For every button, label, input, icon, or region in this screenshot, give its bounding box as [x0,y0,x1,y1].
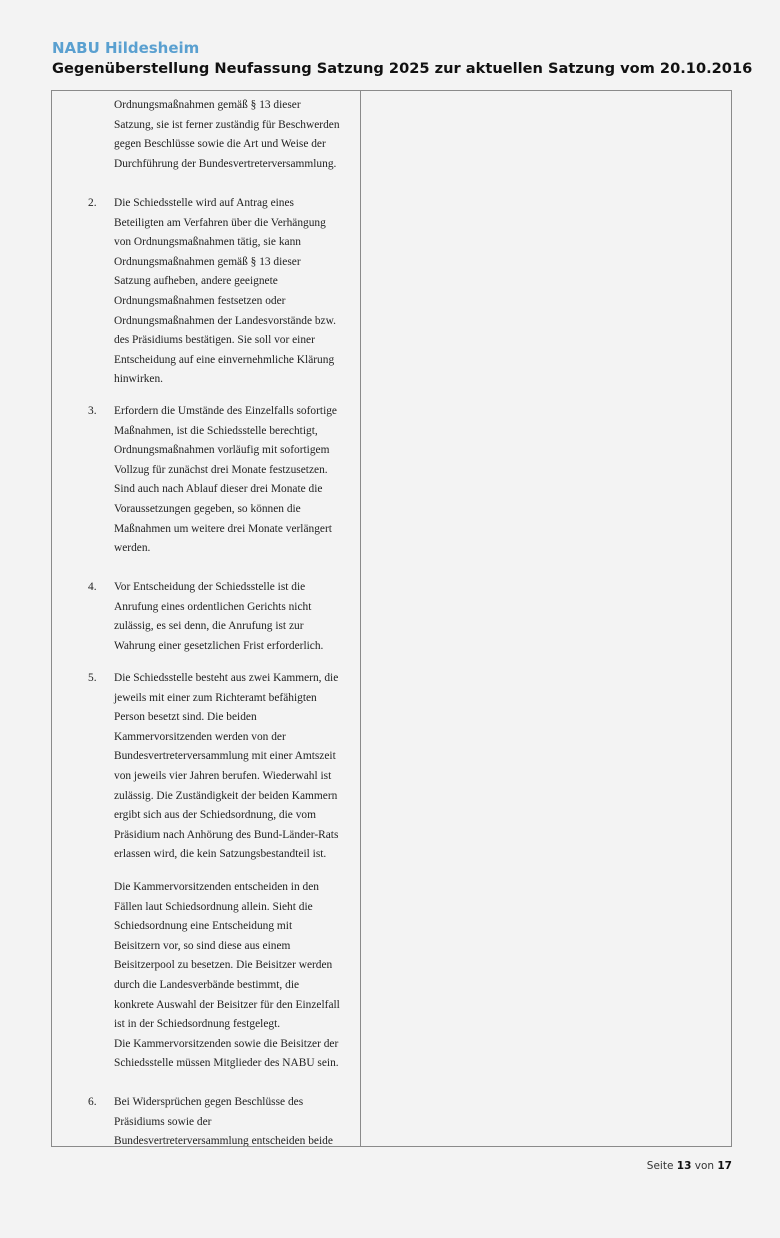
text-line: durch die Landesverbände bestimmt, die [114,978,300,991]
text-line: Voraussetzungen gegeben, so können die [114,502,301,515]
text-line: Fällen laut Schiedsordnung allein. Sieht die [114,900,313,913]
current-page: 13 [676,1160,692,1172]
right-column-current-statute [361,91,731,1146]
text-line: Bei Widersprüchen gegen Beschlüsse des [114,1096,304,1108]
text-line: Schiedsstelle müssen Mitglieder des NABU sein. [114,1057,339,1070]
text-line: hinwirken. [114,373,164,386]
text-line: Präsidiums sowie der [114,1115,212,1128]
text-line: von Ordnungsmaßnahmen tätig, sie kann [114,236,301,249]
paragraph-number: 3. [88,405,97,417]
organization-name: NABU Hildesheim [52,39,200,57]
text-line: Beteiligten am Verfahren über die Verhängung [114,216,326,229]
text-line: Satzung, sie ist ferner zuständig für Beschwerden [114,118,340,131]
text-line: Ordnungsmaßnahmen gemäß § 13 dieser [114,99,301,111]
text-line: zulässig, es sei denn, die Anrufung ist zur [114,620,304,633]
text-line: jeweils mit einer zum Richteramt befähigten [114,691,317,704]
text-line: Bundesvertreterversammlung entscheiden beide [114,1135,333,1147]
paragraph-number: 2. [88,197,97,209]
text-line: Satzung aufheben, andere geeignete [114,275,278,288]
text-line: zulässig. Die Zuständigkeit der beiden Kammern [114,789,338,802]
document-title: Gegenüberstellung Neufassung Satzung 2025 zur aktuellen Satzung vom 20.10.2016 [52,60,753,77]
paragraph-number: 4. [88,581,97,593]
text-line: werden. [114,542,151,555]
text-line: Bundesvertreterversammlung mit einer Amtszeit [114,750,336,763]
text-line: Kammervorsitzenden werden von der [114,730,286,743]
text-line: Beisitzern vor, so sind diese aus einem [114,939,291,952]
text-line: Durchführung der Bundesvertreterversammlung. [114,157,337,170]
text-line: Vor Entscheidung der Schiedsstelle ist die [114,581,306,593]
paragraph-number: 5. [88,672,97,684]
text-line: Die Schiedsstelle wird auf Antrag eines [114,197,294,209]
text-line: ergibt sich aus der Schiedsordnung, die vom [114,809,316,822]
page-of-label: von [694,1160,715,1172]
text-line: Maßnahmen um weitere drei Monate verlängert [114,522,332,535]
text-line: Anrufung eines ordentlichen Gerichts nicht [114,600,312,613]
page-label: Seite [646,1160,674,1172]
text-line: konkrete Auswahl der Beisitzer für den Einzelfall [114,998,340,1011]
text-line: Die Kammervorsitzenden entscheiden in den [114,881,319,893]
page-header [52,38,752,79]
text-line: Beisitzerpool zu besetzen. Die Beisitzer werden [114,959,333,972]
text-line: Ordnungsmaßnahmen der Landesvorstände bzw. [114,314,336,327]
text-line: Maßnahmen, ist die Schiedsstelle berechtigt, [114,424,318,437]
text-line: Ordnungsmaßnahmen gemäß § 13 dieser [114,255,301,268]
comparison-table [51,90,732,1147]
text-line: von jeweils vier Jahren berufen. Wiederwahl ist [114,769,332,782]
text-line: Präsidium nach Anhörung des Bund-Länder-Rats [114,828,339,841]
text-line: gegen Beschlüsse sowie die Art und Weise der [114,138,326,151]
text-line: Die Kammervorsitzenden sowie die Beisitzer der [114,1037,339,1050]
text-line: Sind auch nach Ablauf dieser drei Monate die [114,483,323,496]
text-line: Entscheidung auf eine einvernehmliche Klärung [114,353,335,366]
text-line: Die Schiedsstelle besteht aus zwei Kammern, die [114,672,339,684]
text-line: Person besetzt sind. Die beiden [114,711,257,724]
text-line: Ordnungsmaßnahmen festsetzen oder [114,294,286,307]
text-line: Wahrung einer gesetzlichen Frist erforderlich. [114,639,324,652]
text-line: Erfordern die Umstände des Einzelfalls sofortige [114,405,337,417]
page-number [647,1160,732,1172]
text-line: Schiedsordnung eine Entscheidung mit [114,920,293,933]
text-line: erlassen wird, die kein Satzungsbestandteil ist. [114,848,327,861]
text-line: des Präsidiums bestätigen. Sie soll vor einer [114,334,315,347]
paragraph-number: 6. [88,1096,97,1108]
text-line: ist in der Schiedsordnung festgelegt. [114,1018,281,1031]
text-line: Vollzug für zunächst drei Monate festzusetzen. [114,463,328,476]
text-line: Ordnungsmaßnahmen vorläufig mit sofortigem [114,444,330,457]
total-pages: 17 [717,1160,732,1172]
